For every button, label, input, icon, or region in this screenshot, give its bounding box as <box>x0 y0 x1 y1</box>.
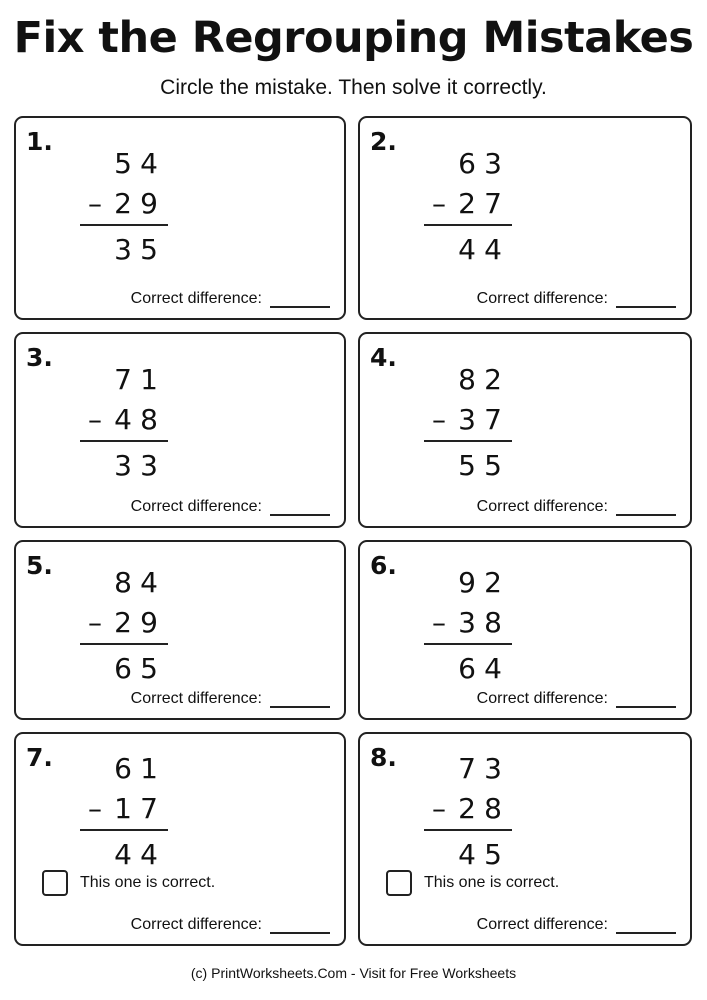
answer-line <box>424 829 512 831</box>
minuend-row <box>80 748 170 788</box>
minuend-row <box>424 143 514 183</box>
subtrahend-tens-digit[interactable]: 3 <box>458 402 476 436</box>
minuend-tens-digit[interactable]: 7 <box>458 751 476 785</box>
minus-sign: – <box>88 402 102 436</box>
answer-line <box>80 643 168 645</box>
answer-blank[interactable] <box>616 290 676 308</box>
correct-checkbox-row <box>386 870 559 896</box>
minuend-ones-digit[interactable]: 3 <box>484 751 502 785</box>
minuend-ones-digit[interactable]: 1 <box>140 751 158 785</box>
correct-difference-label: Correct difference: <box>476 290 608 307</box>
result-tens-digit[interactable]: 5 <box>458 448 476 482</box>
subtrahend-tens-digit[interactable]: 2 <box>458 186 476 220</box>
correct-difference-label: Correct difference: <box>130 690 262 707</box>
subtraction-problem <box>80 143 170 269</box>
subtrahend-row <box>424 788 514 828</box>
problem-number: 5. <box>26 551 53 580</box>
minuend-ones-digit[interactable]: 2 <box>484 362 502 396</box>
problem-card-5 <box>14 540 346 720</box>
minus-sign: – <box>432 791 446 825</box>
correct-difference-label: Correct difference: <box>130 498 262 515</box>
result-tens-digit[interactable]: 6 <box>458 651 476 685</box>
subtraction-problem <box>80 748 170 874</box>
minus-sign: – <box>432 605 446 639</box>
minuend-ones-digit[interactable]: 1 <box>140 362 158 396</box>
minuend-ones-digit[interactable]: 4 <box>140 146 158 180</box>
problem-number: 2. <box>370 127 397 156</box>
subtraction-problem <box>424 359 514 485</box>
minuend-row <box>80 359 170 399</box>
answer-line <box>80 440 168 442</box>
answer-blank[interactable] <box>270 690 330 708</box>
answer-blank[interactable] <box>270 916 330 934</box>
subtrahend-ones-digit[interactable]: 8 <box>484 791 502 825</box>
subtrahend-tens-digit[interactable]: 2 <box>114 186 132 220</box>
answer-blank[interactable] <box>270 498 330 516</box>
correct-difference-field <box>477 290 676 308</box>
result-ones-digit[interactable]: 5 <box>484 448 502 482</box>
subtraction-problem <box>424 562 514 688</box>
problem-number: 3. <box>26 343 53 372</box>
minuend-tens-digit[interactable]: 6 <box>114 751 132 785</box>
subtraction-problem <box>80 359 170 485</box>
minuend-row <box>424 748 514 788</box>
result-tens-digit[interactable]: 4 <box>114 837 132 871</box>
subtrahend-row <box>424 602 514 642</box>
result-row <box>424 648 514 688</box>
answer-line <box>424 643 512 645</box>
problem-card-8 <box>358 732 692 946</box>
minus-sign: – <box>88 186 102 220</box>
problem-card-7 <box>14 732 346 946</box>
correct-checkbox-label: This one is correct. <box>424 874 560 891</box>
correct-difference-field <box>477 916 676 934</box>
answer-blank[interactable] <box>270 290 330 308</box>
problem-number: 4. <box>370 343 397 372</box>
correct-difference-label: Correct difference: <box>476 690 608 707</box>
minuend-tens-digit[interactable]: 9 <box>458 565 476 599</box>
correct-difference-label: Correct difference: <box>476 916 608 933</box>
minus-sign: – <box>88 605 102 639</box>
problem-card-2 <box>358 116 692 320</box>
result-row <box>80 834 170 874</box>
minus-sign: – <box>88 791 102 825</box>
minuend-tens-digit[interactable]: 7 <box>114 362 132 396</box>
result-tens-digit[interactable]: 6 <box>114 651 132 685</box>
correct-checkbox-row <box>42 870 215 896</box>
subtrahend-ones-digit[interactable]: 7 <box>484 402 502 436</box>
answer-line <box>424 440 512 442</box>
minuend-row <box>424 562 514 602</box>
answer-line <box>80 224 168 226</box>
answer-line <box>424 224 512 226</box>
result-tens-digit[interactable]: 4 <box>458 837 476 871</box>
correct-difference-label: Correct difference: <box>476 498 608 515</box>
problem-number: 8. <box>370 743 397 772</box>
subtraction-problem <box>424 748 514 874</box>
result-row <box>424 445 514 485</box>
result-tens-digit[interactable]: 4 <box>458 232 476 266</box>
subtrahend-ones-digit[interactable]: 9 <box>140 605 158 639</box>
correct-difference-label: Correct difference: <box>130 916 262 933</box>
result-ones-digit[interactable]: 5 <box>140 651 158 685</box>
result-tens-digit[interactable]: 3 <box>114 448 132 482</box>
result-ones-digit[interactable]: 5 <box>140 232 158 266</box>
subtrahend-ones-digit[interactable]: 8 <box>140 402 158 436</box>
minus-sign: – <box>432 186 446 220</box>
result-row <box>424 834 514 874</box>
problem-number: 7. <box>26 743 53 772</box>
minus-sign: – <box>432 402 446 436</box>
answer-blank[interactable] <box>616 690 676 708</box>
worksheet-title: Fix the Regrouping Mistakes <box>13 13 694 63</box>
subtrahend-row <box>80 788 170 828</box>
result-row <box>80 229 170 269</box>
minuend-ones-digit[interactable]: 2 <box>484 565 502 599</box>
result-ones-digit[interactable]: 4 <box>484 232 502 266</box>
problem-card-3 <box>14 332 346 528</box>
correct-difference-field <box>131 290 330 308</box>
correct-checkbox[interactable] <box>42 870 68 896</box>
subtrahend-tens-digit[interactable]: 4 <box>114 402 132 436</box>
subtrahend-tens-digit[interactable]: 3 <box>458 605 476 639</box>
result-ones-digit[interactable]: 5 <box>484 837 502 871</box>
minuend-row <box>80 143 170 183</box>
subtrahend-ones-digit[interactable]: 7 <box>484 186 502 220</box>
problem-number: 1. <box>26 127 53 156</box>
answer-blank[interactable] <box>616 916 676 934</box>
minuend-tens-digit[interactable]: 8 <box>114 565 132 599</box>
copyright-footer: (c) PrintWorksheets.Com - Visit for Free Worksheets <box>190 965 517 981</box>
problem-card-6 <box>358 540 692 720</box>
problem-number: 6. <box>370 551 397 580</box>
result-row <box>424 229 514 269</box>
correct-difference-field <box>131 498 330 516</box>
problem-card-4 <box>358 332 692 528</box>
subtrahend-row <box>80 602 170 642</box>
result-ones-digit[interactable]: 3 <box>140 448 158 482</box>
subtrahend-ones-digit[interactable]: 9 <box>140 186 158 220</box>
result-row <box>80 648 170 688</box>
minuend-row <box>80 562 170 602</box>
result-row <box>80 445 170 485</box>
result-ones-digit[interactable]: 4 <box>484 651 502 685</box>
subtrahend-ones-digit[interactable]: 7 <box>140 791 158 825</box>
result-ones-digit[interactable]: 4 <box>140 837 158 871</box>
correct-difference-field <box>131 690 330 708</box>
minuend-tens-digit[interactable]: 8 <box>458 362 476 396</box>
minuend-tens-digit[interactable]: 5 <box>114 146 132 180</box>
subtrahend-row <box>80 183 170 223</box>
subtrahend-row <box>80 399 170 439</box>
subtrahend-row <box>424 183 514 223</box>
subtrahend-ones-digit[interactable]: 8 <box>484 605 502 639</box>
correct-difference-label: Correct difference: <box>130 290 262 307</box>
minuend-tens-digit[interactable]: 6 <box>458 146 476 180</box>
subtraction-problem <box>80 562 170 688</box>
answer-line <box>80 829 168 831</box>
minuend-ones-digit[interactable]: 3 <box>484 146 502 180</box>
minuend-ones-digit[interactable]: 4 <box>140 565 158 599</box>
answer-blank[interactable] <box>616 498 676 516</box>
correct-checkbox-label: This one is correct. <box>80 874 216 891</box>
minuend-row <box>424 359 514 399</box>
subtraction-problem <box>424 143 514 269</box>
correct-checkbox[interactable] <box>386 870 412 896</box>
correct-difference-field <box>477 498 676 516</box>
subtrahend-tens-digit[interactable]: 1 <box>114 791 132 825</box>
worksheet-instructions: Circle the mistake. Then solve it correctly. <box>160 76 547 99</box>
subtrahend-tens-digit[interactable]: 2 <box>458 791 476 825</box>
correct-difference-field <box>477 690 676 708</box>
subtrahend-tens-digit[interactable]: 2 <box>114 605 132 639</box>
subtrahend-row <box>424 399 514 439</box>
problem-card-1 <box>14 116 346 320</box>
result-tens-digit[interactable]: 3 <box>114 232 132 266</box>
correct-difference-field <box>131 916 330 934</box>
